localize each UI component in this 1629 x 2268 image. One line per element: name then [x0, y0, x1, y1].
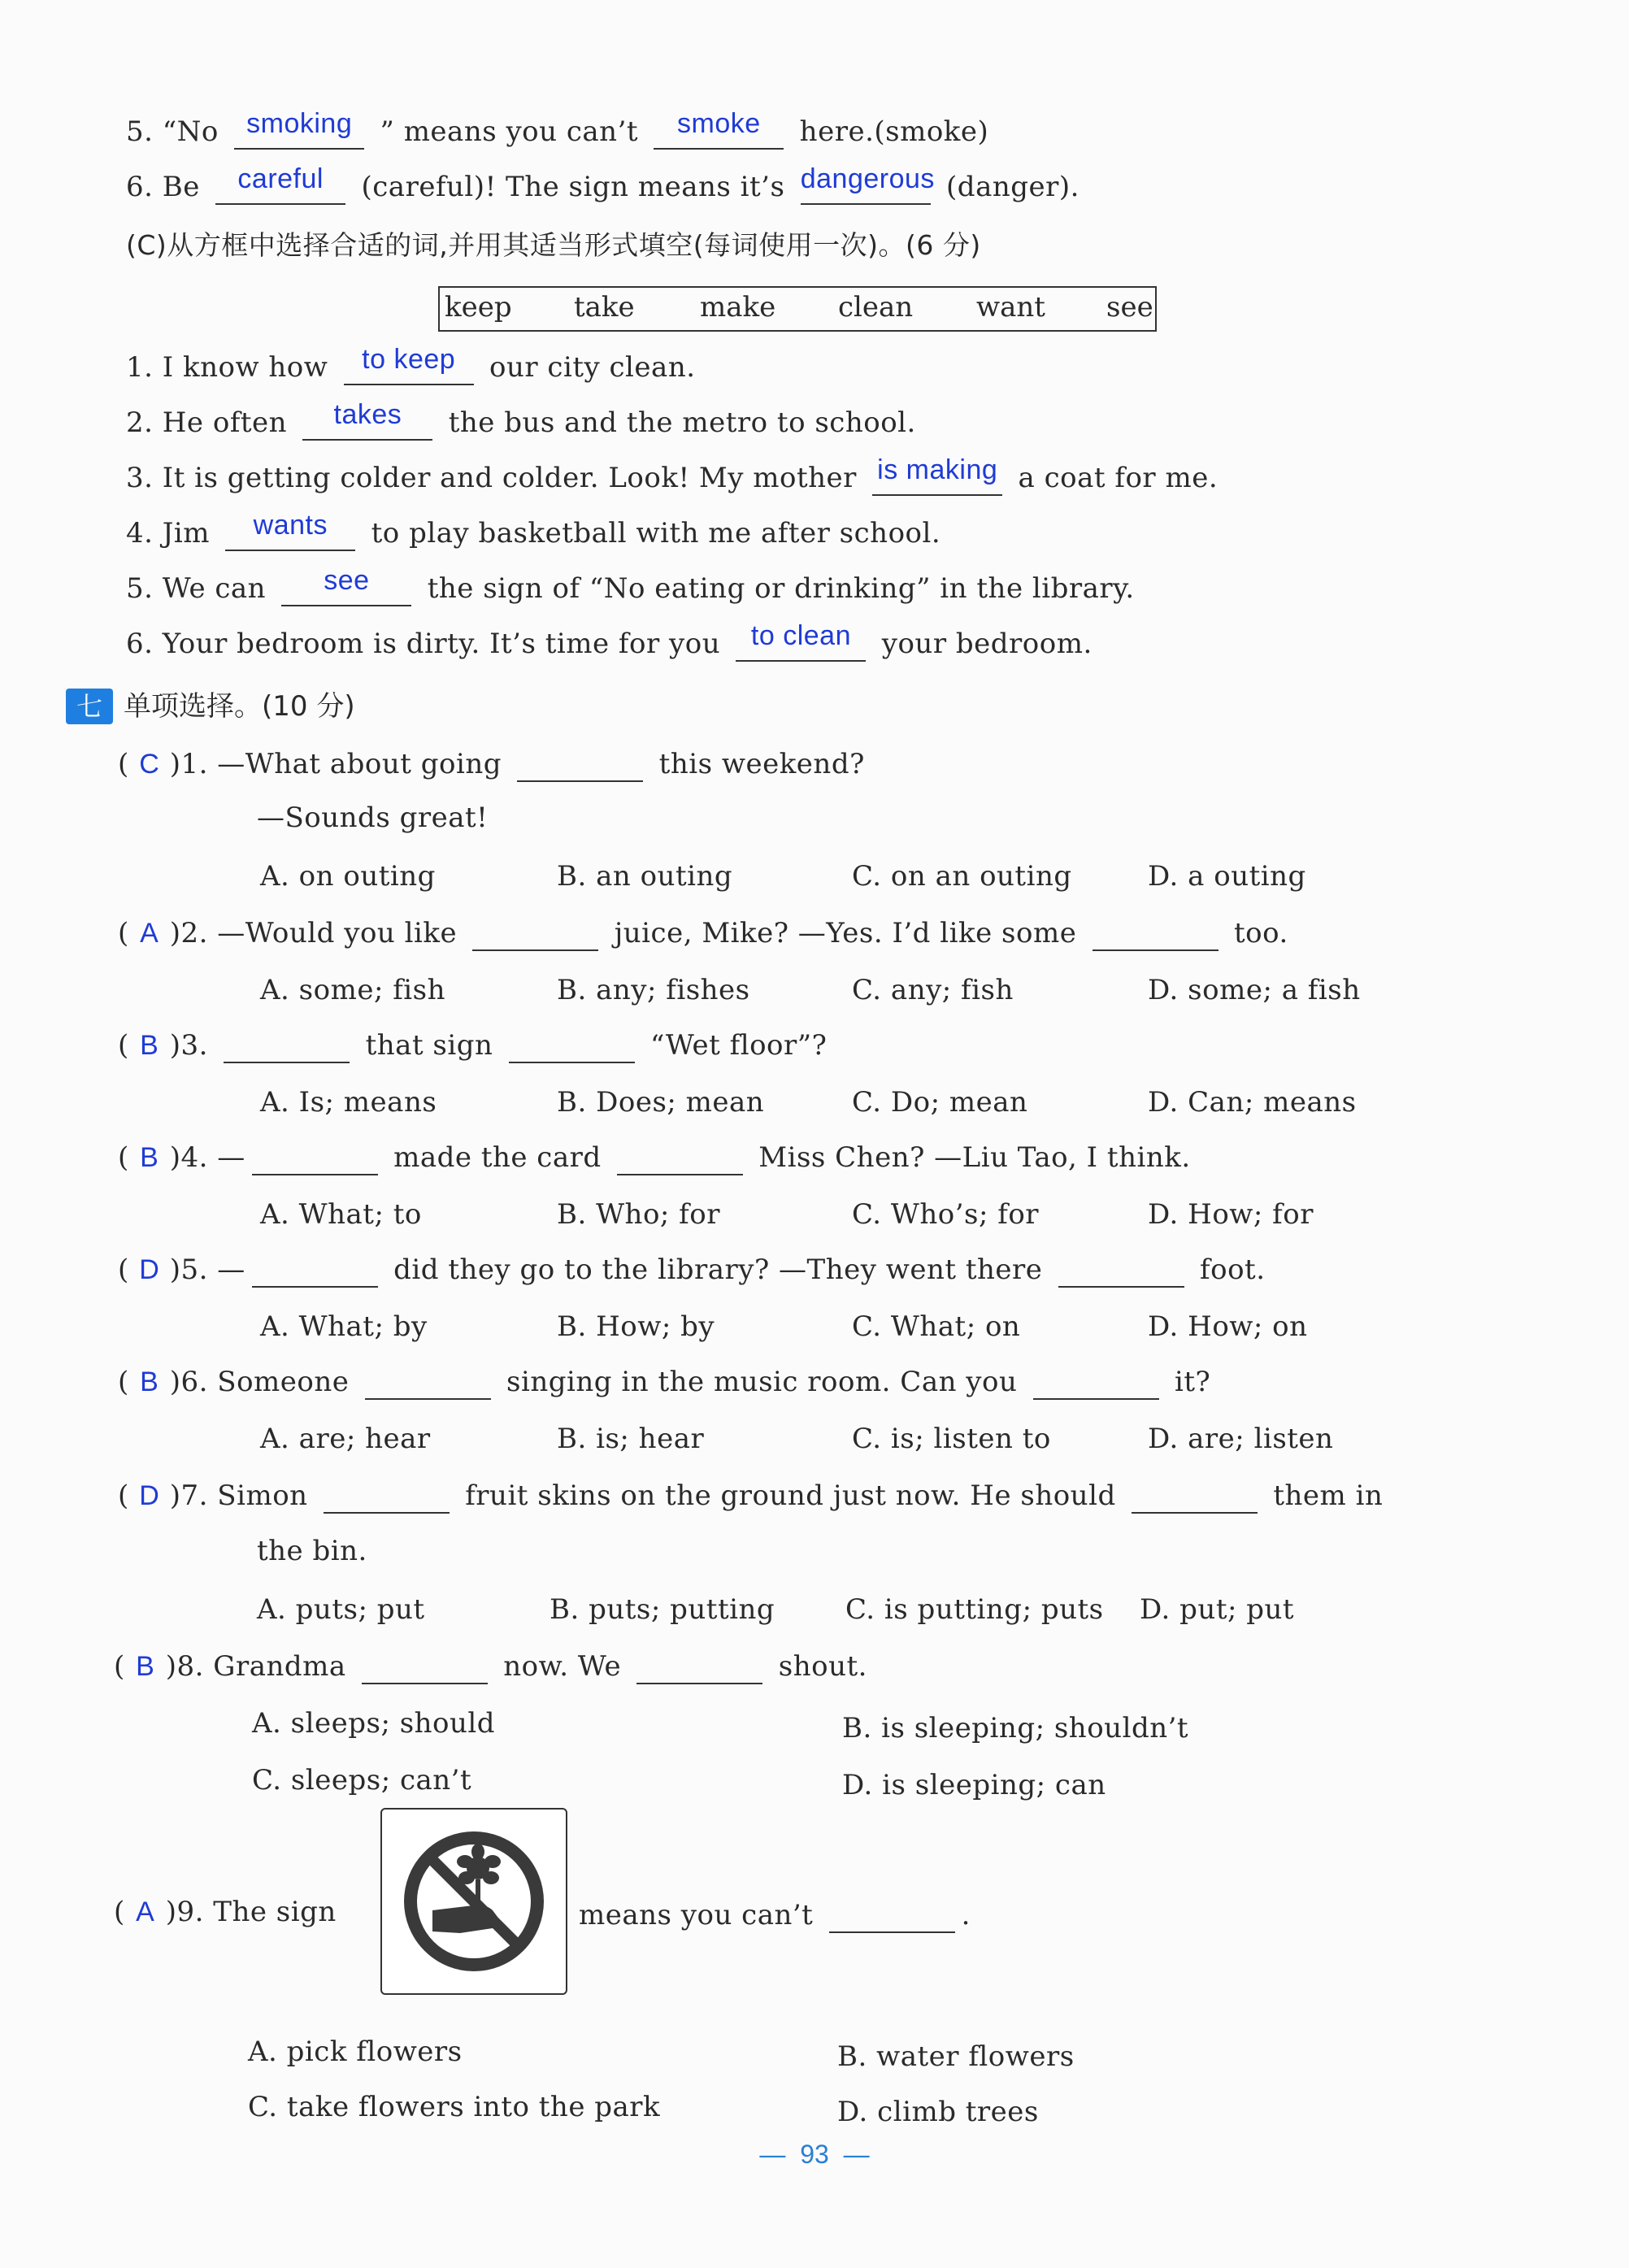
option-a: A. on outing — [260, 860, 436, 893]
text: Be — [162, 171, 200, 203]
answer-blank[interactable] — [636, 1650, 762, 1684]
answer-blank[interactable] — [800, 163, 935, 205]
answer-text: wants — [253, 510, 328, 541]
dash: — — [759, 2140, 801, 2169]
answer-text: smoking — [246, 108, 353, 139]
option-c: C. is putting; puts — [845, 1593, 1104, 1626]
part-c-instruction: (C)从方框中选择合适的词,并用其适当形式填空(每词使用一次)。(6 分) — [126, 229, 981, 261]
text: did they go to the library? —They went there — [393, 1253, 1043, 1286]
option-a: A. Is; means — [260, 1086, 437, 1119]
text: Someone — [217, 1366, 350, 1398]
q-number: )6. — [169, 1366, 208, 1398]
answer-blank[interactable] — [324, 1479, 450, 1514]
answer-blank[interactable] — [617, 1141, 743, 1175]
text: foot. — [1200, 1253, 1266, 1286]
text: means you can’t — [579, 1899, 814, 1931]
text: — — [217, 1253, 245, 1286]
paren: ( — [118, 748, 129, 780]
answer-text: to keep — [362, 344, 456, 375]
no-picking-flowers-sign — [380, 1808, 567, 1995]
mc-question — [114, 1649, 867, 1684]
text: to play basketball with me after school. — [371, 517, 941, 550]
answer-blank[interactable] — [362, 1650, 488, 1684]
option-c: C. is; listen to — [852, 1423, 1051, 1455]
word: want — [976, 291, 1045, 324]
answer-blank[interactable] — [252, 1253, 378, 1288]
choice-answer[interactable]: D — [139, 1480, 160, 1511]
text: the bus and the metro to school. — [448, 406, 916, 439]
option-a: A. What; by — [260, 1310, 428, 1343]
answer-blank[interactable] — [252, 1141, 378, 1175]
mc-question — [118, 1478, 1383, 1514]
word: keep — [445, 291, 512, 324]
text: Simon — [217, 1479, 308, 1512]
option-b: B. any; fishes — [557, 974, 750, 1006]
option-b: B. Does; mean — [557, 1086, 765, 1119]
q-number: 3. — [126, 462, 154, 494]
q-number: )7. — [169, 1479, 208, 1512]
text: “Wet floor”? — [650, 1029, 828, 1062]
option-d: D. Can; means — [1148, 1086, 1357, 1119]
text: juice, Mike? —Yes. I’d like some — [614, 917, 1077, 949]
text: ” means you can’t — [380, 115, 639, 148]
text: that sign — [365, 1029, 493, 1062]
part-c-item — [126, 454, 1218, 496]
choice-answer[interactable]: A — [140, 918, 159, 949]
option-a: A. pick flowers — [248, 2036, 463, 2068]
paren: ( — [118, 1141, 129, 1174]
text: fruit skins on the ground just now. He should — [465, 1479, 1116, 1512]
option-c: C. on an outing — [852, 860, 1072, 893]
text: shout. — [778, 1650, 867, 1683]
mc-question — [118, 746, 865, 782]
text: your bedroom. — [881, 628, 1093, 660]
paren: ( — [114, 1650, 125, 1683]
text: He often — [162, 406, 288, 439]
mc-question — [118, 1028, 827, 1063]
option-d: D. is sleeping; can — [842, 1769, 1106, 1801]
paren: ( — [118, 917, 129, 949]
text: Your bedroom is dirty. It’s time for you — [162, 628, 721, 660]
option-a: A. What; to — [260, 1198, 422, 1231]
q-number: 4. — [126, 517, 154, 550]
choice-answer[interactable]: D — [139, 1254, 160, 1285]
mc-question — [118, 1140, 1191, 1175]
q-number: )4. — [169, 1141, 208, 1174]
q-number: )5. — [169, 1253, 208, 1286]
answer-blank[interactable] — [281, 565, 411, 606]
mc-question — [118, 915, 1288, 951]
option-d: D. a outing — [1148, 860, 1306, 893]
word-box — [438, 286, 1157, 332]
answer-blank[interactable] — [225, 510, 355, 551]
q-number: )8. — [165, 1650, 204, 1683]
answer-text: is making — [877, 454, 998, 485]
option-b: B. puts; putting — [550, 1593, 775, 1626]
option-c: C. any; fish — [852, 974, 1014, 1006]
mc-line2: —Sounds great! — [257, 802, 489, 834]
q-number: 6. — [126, 171, 154, 203]
answer-blank[interactable] — [654, 108, 784, 150]
answer-text: takes — [333, 399, 402, 430]
q-number: 2. — [126, 406, 154, 439]
option-c: C. What; on — [852, 1310, 1021, 1343]
paren: ( — [118, 1029, 129, 1062]
no-picking-flowers-icon — [382, 1810, 566, 1993]
option-b: B. water flowers — [837, 2040, 1075, 2073]
q-number: 6. — [126, 628, 154, 660]
answer-blank[interactable] — [1033, 1366, 1159, 1400]
answer-blank[interactable] — [344, 344, 474, 385]
text: here.(smoke) — [799, 115, 989, 148]
answer-blank[interactable] — [872, 454, 1002, 496]
text: . — [961, 1899, 971, 1931]
answer-blank[interactable] — [224, 1029, 350, 1063]
answer-text: smoke — [677, 108, 761, 139]
answer-blank[interactable] — [365, 1366, 491, 1400]
part-c-item — [126, 399, 916, 441]
text: a coat for me. — [1018, 462, 1218, 494]
option-a: A. sleeps; should — [252, 1707, 496, 1740]
part-c-item — [126, 620, 1093, 662]
text: —What about going — [217, 748, 502, 780]
paren: ( — [114, 1896, 125, 1928]
text: too. — [1233, 917, 1288, 949]
option-b: B. How; by — [557, 1310, 715, 1343]
part-c-item — [126, 344, 696, 385]
choice-answer[interactable]: C — [139, 749, 160, 780]
page-number-value: 93 — [800, 2140, 829, 2169]
mc-line2: the bin. — [257, 1535, 367, 1567]
mc-question-cont — [579, 1897, 971, 1933]
text: It is getting colder and colder. Look! My mother — [162, 462, 857, 494]
answer-blank[interactable] — [472, 917, 598, 951]
option-c: C. Do; mean — [852, 1086, 1028, 1119]
word: make — [700, 291, 776, 324]
answer-text: careful — [237, 163, 324, 194]
text: now. We — [503, 1650, 622, 1683]
mc-question — [118, 1364, 1210, 1400]
option-d: D. How; for — [1148, 1198, 1314, 1231]
option-d: D. some; a fish — [1148, 974, 1361, 1006]
q-number: 5. — [126, 115, 154, 148]
text: The sign — [213, 1896, 337, 1928]
option-b: B. Who; for — [557, 1198, 720, 1231]
q-number: 1. — [126, 351, 154, 384]
q-number: )9. — [165, 1896, 204, 1928]
q-number: 5. — [126, 572, 154, 605]
option-a: A. some; fish — [260, 974, 446, 1006]
dash: — — [828, 2140, 870, 2169]
text: (careful)! The sign means it’s — [361, 171, 785, 203]
answer-blank[interactable] — [1093, 917, 1218, 951]
option-b: B. is; hear — [557, 1423, 705, 1455]
word: clean — [838, 291, 914, 324]
answer-blank[interactable] — [736, 620, 866, 662]
option-d: D. are; listen — [1148, 1423, 1334, 1455]
text: Jim — [162, 517, 211, 550]
text: it? — [1175, 1366, 1211, 1398]
answer-blank[interactable] — [829, 1899, 955, 1933]
answer-text: see — [324, 565, 370, 596]
word: take — [574, 291, 635, 324]
option-d: D. climb trees — [837, 2096, 1039, 2128]
text: — — [217, 1141, 245, 1174]
text: I know how — [162, 351, 328, 384]
q-number: )1. — [169, 748, 208, 780]
q-number: )2. — [169, 917, 208, 949]
answer-blank[interactable] — [215, 163, 345, 205]
option-c: C. Who’s; for — [852, 1198, 1040, 1231]
text: made the card — [393, 1141, 602, 1174]
option-c: C. take flowers into the park — [248, 2091, 661, 2123]
word: see — [1106, 291, 1153, 324]
mc-question — [118, 1252, 1266, 1288]
choice-answer[interactable]: B — [140, 1366, 159, 1397]
answer-blank[interactable] — [517, 748, 643, 782]
paren: ( — [118, 1366, 129, 1398]
part-c-item — [126, 510, 941, 551]
text: —Would you like — [217, 917, 458, 949]
choice-answer[interactable]: B — [140, 1030, 159, 1061]
choice-answer[interactable]: B — [140, 1142, 159, 1173]
mc-question — [114, 1894, 337, 1930]
text: (danger). — [946, 171, 1079, 203]
option-b: B. an outing — [557, 860, 733, 893]
option-d: D. put; put — [1140, 1593, 1295, 1626]
paren: ( — [118, 1253, 129, 1286]
text: singing in the music room. Can you — [506, 1366, 1018, 1398]
text: Miss Chen? —Liu Tao, I think. — [758, 1141, 1191, 1174]
part-b-q6 — [126, 163, 1079, 205]
choice-answer[interactable]: B — [136, 1651, 155, 1682]
answer-blank[interactable] — [1132, 1479, 1258, 1514]
option-b: B. is sleeping; shouldn’t — [842, 1712, 1189, 1744]
page-number — [0, 2140, 1629, 2170]
text: this weekend? — [658, 748, 865, 780]
text: them in — [1273, 1479, 1384, 1512]
option-d: D. How; on — [1148, 1310, 1308, 1343]
answer-blank[interactable] — [1058, 1253, 1184, 1288]
answer-blank[interactable] — [302, 399, 432, 441]
text: Grandma — [213, 1650, 346, 1683]
text: We can — [162, 572, 267, 605]
option-a: A. puts; put — [257, 1593, 425, 1626]
text: the sign of “No eating or drinking” in the library. — [427, 572, 1135, 605]
answer-text: to clean — [750, 620, 851, 651]
text: “No — [162, 115, 219, 148]
part-b-q5 — [126, 108, 989, 150]
option-c: C. sleeps; can’t — [252, 1764, 472, 1797]
answer-text: dangerous — [800, 163, 935, 194]
section-badge: 七 — [66, 689, 113, 724]
option-a: A. are; hear — [260, 1423, 431, 1455]
section-title: 单项选择。(10 分) — [124, 690, 355, 723]
part-c-item — [126, 565, 1135, 606]
answer-blank[interactable] — [234, 108, 364, 150]
text: our city clean. — [489, 351, 696, 384]
choice-answer[interactable]: A — [136, 1897, 155, 1927]
paren: ( — [118, 1479, 129, 1512]
q-number: )3. — [169, 1029, 208, 1062]
answer-blank[interactable] — [509, 1029, 635, 1063]
